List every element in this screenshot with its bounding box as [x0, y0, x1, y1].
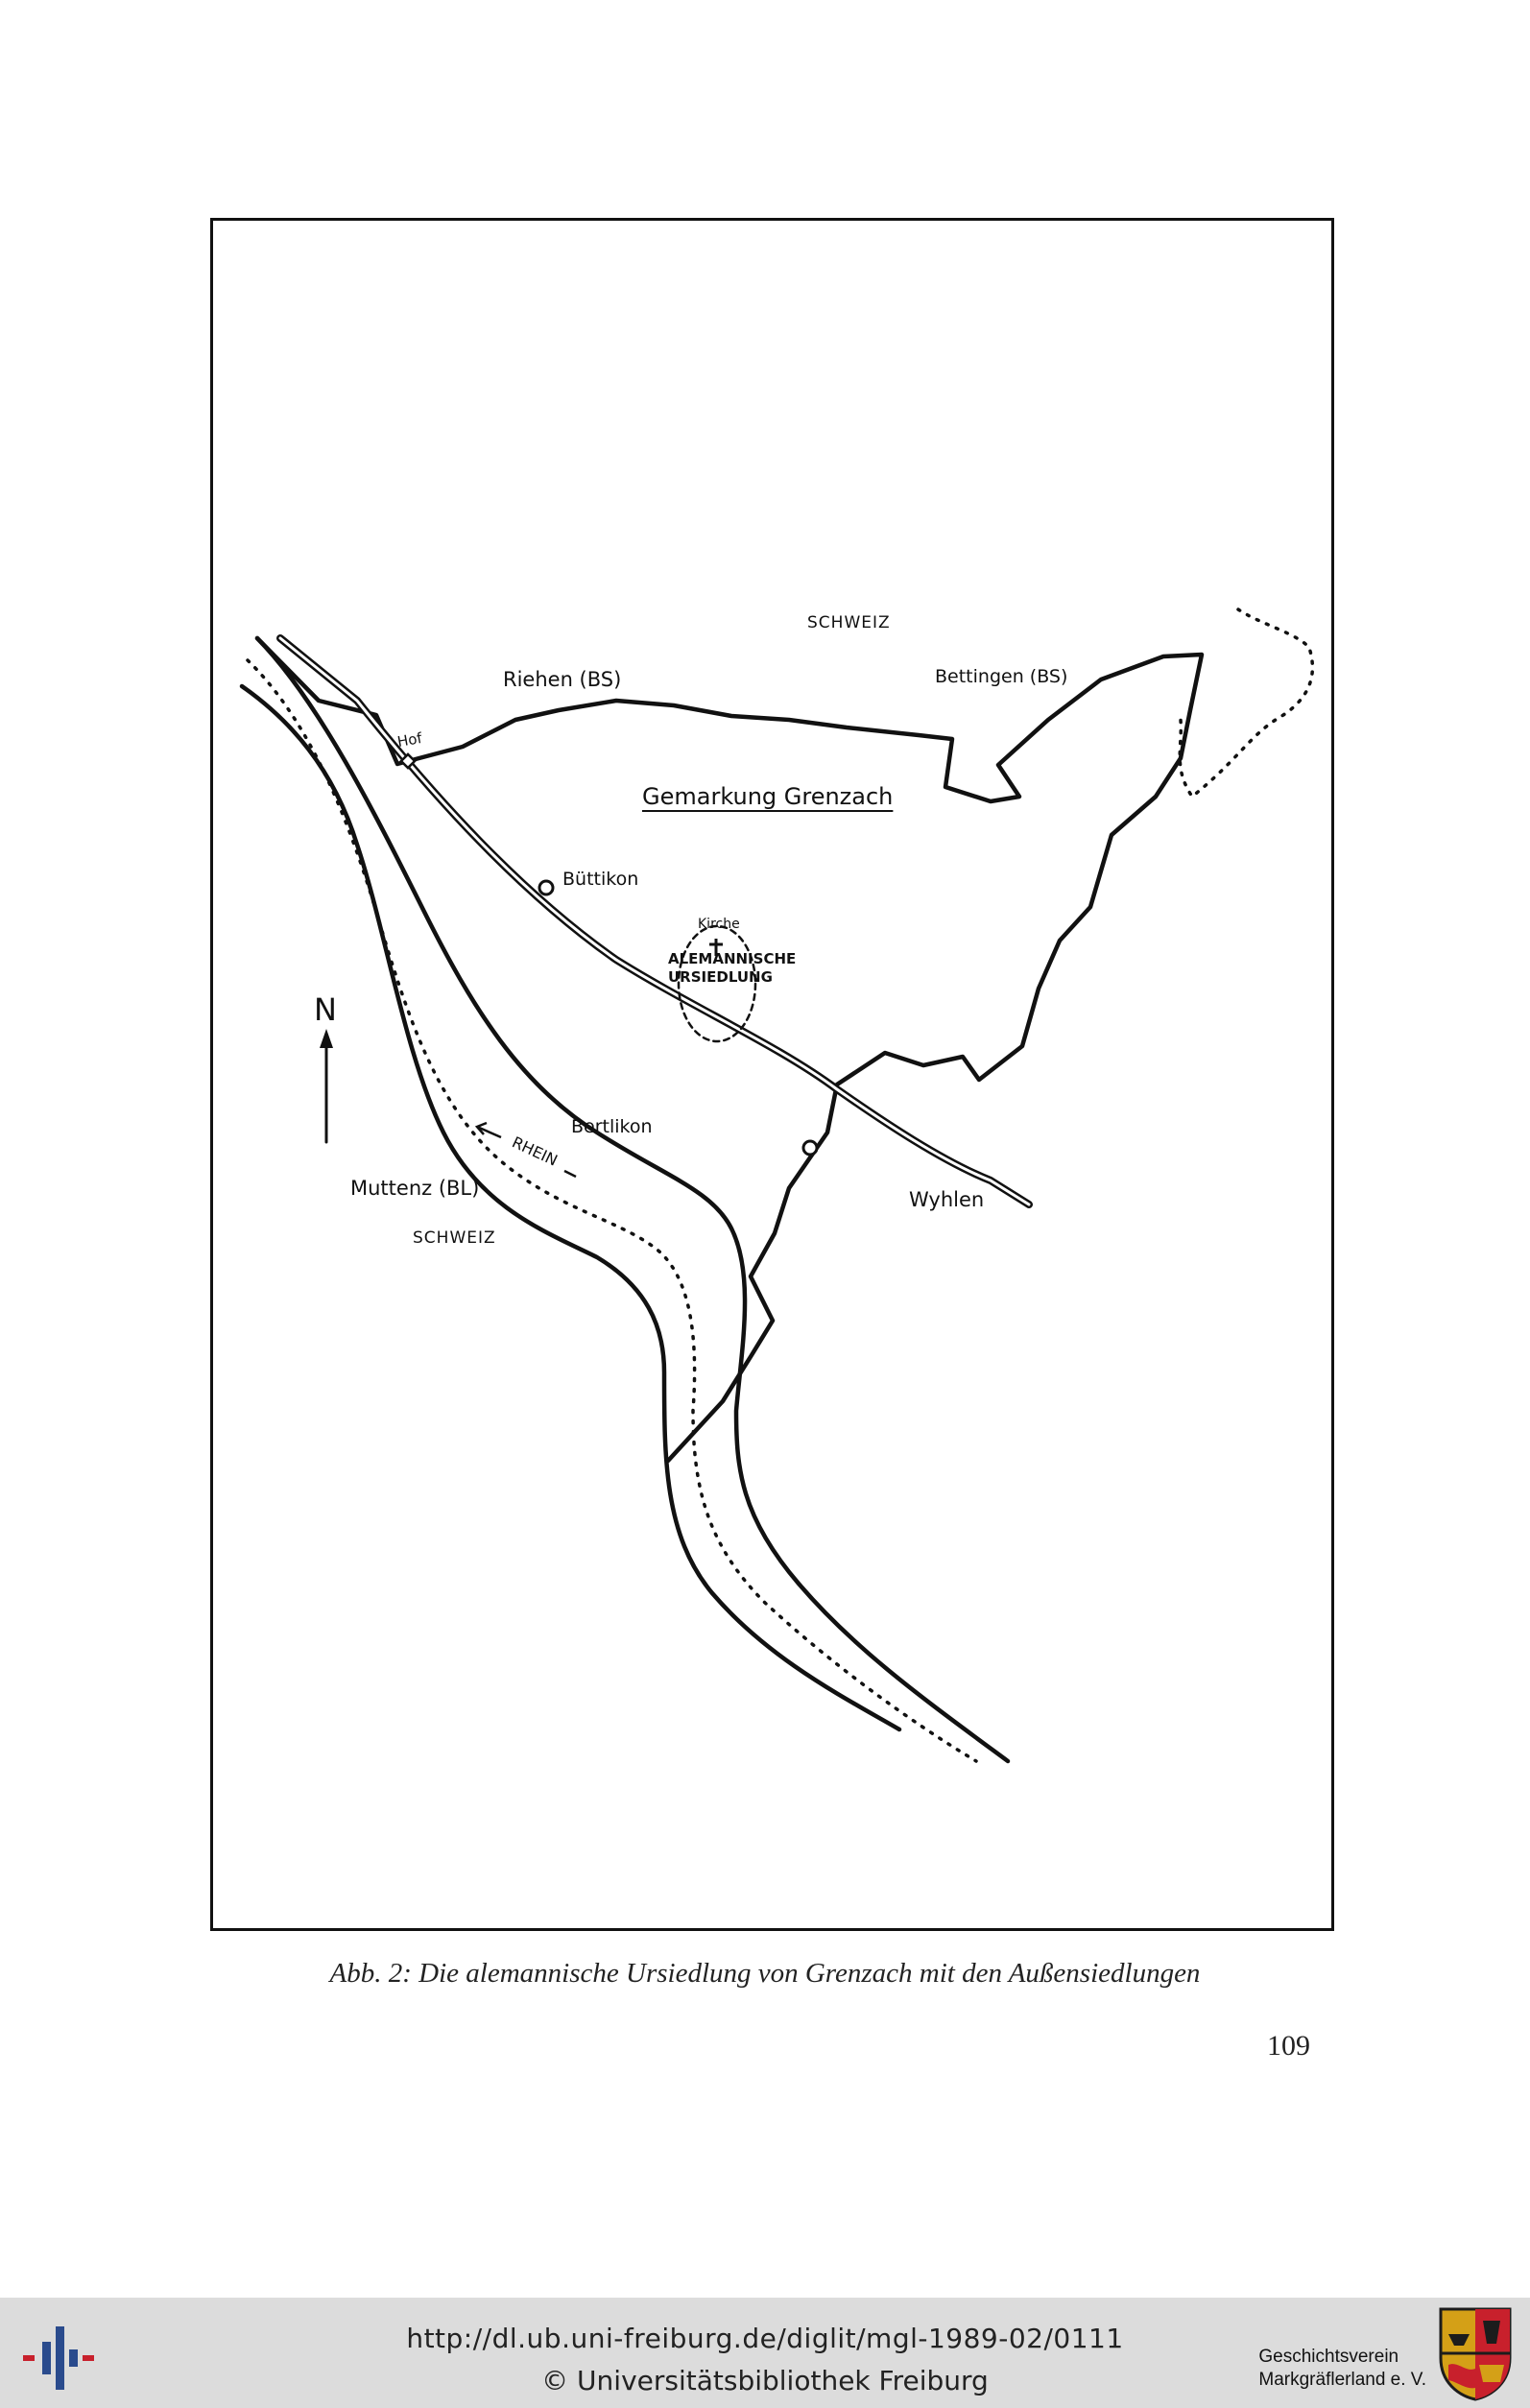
- map-frame: [210, 218, 1334, 1931]
- society-name-line2: Markgräflerland e. V.: [1258, 2370, 1426, 2390]
- label-buettikon: Büttikon: [562, 869, 639, 890]
- label-wyhlen: Wyhlen: [909, 1188, 985, 1211]
- society-name: [1258, 2346, 1426, 2392]
- label-rhein: RHEIN: [509, 1132, 561, 1170]
- border-dotted-river: [248, 660, 976, 1761]
- label-kirche: Kirche: [698, 917, 740, 932]
- coat-of-arms-icon: [1437, 2305, 1514, 2401]
- rhine-bank-north: [257, 638, 1008, 1761]
- label-gemarkung: Gemarkung Grenzach: [642, 783, 894, 810]
- label-riehen: Riehen (BS): [503, 668, 622, 691]
- gemarkung-boundary: [257, 638, 1202, 1461]
- label-north: N: [314, 991, 337, 1028]
- settlement-circle-icon: [539, 881, 553, 894]
- footer-bar: [0, 2298, 1530, 2408]
- figure-caption: Abb. 2: Die alemannische Ursiedlung von Grenzach mit den Außensiedlungen: [329, 1958, 1201, 1989]
- label-hof: Hof: [395, 728, 424, 751]
- society-name-line1: Geschichtsverein: [1258, 2347, 1399, 2367]
- label-bertlikon: Bertlikon: [571, 1116, 653, 1137]
- footer-copyright: © Universitätsbibliothek Freiburg: [541, 2365, 989, 2396]
- map-drawing: [213, 221, 1331, 1928]
- border-dotted-ne: [1180, 609, 1312, 797]
- rhine-bank-south: [242, 686, 899, 1729]
- label-schweiz-bottom: SCHWEIZ: [413, 1228, 496, 1248]
- page-number: 109: [1267, 2030, 1310, 2062]
- label-ursiedlung-line2: URSIEDLUNG: [668, 968, 773, 986]
- settlement-circle-icon: [803, 1141, 817, 1155]
- label-ursiedlung-line1: ALEMANNISCHE: [668, 950, 797, 967]
- label-muttenz: Muttenz (BL): [350, 1177, 480, 1200]
- railway-line: [280, 638, 1029, 1204]
- footer-url-link[interactable]: http://dl.ub.uni-freiburg.de/diglit/mgl-1989-02/0111: [406, 2323, 1124, 2354]
- north-arrow-icon: [320, 1029, 333, 1048]
- label-bettingen: Bettingen (BS): [935, 666, 1068, 687]
- label-schweiz-top: SCHWEIZ: [807, 613, 891, 632]
